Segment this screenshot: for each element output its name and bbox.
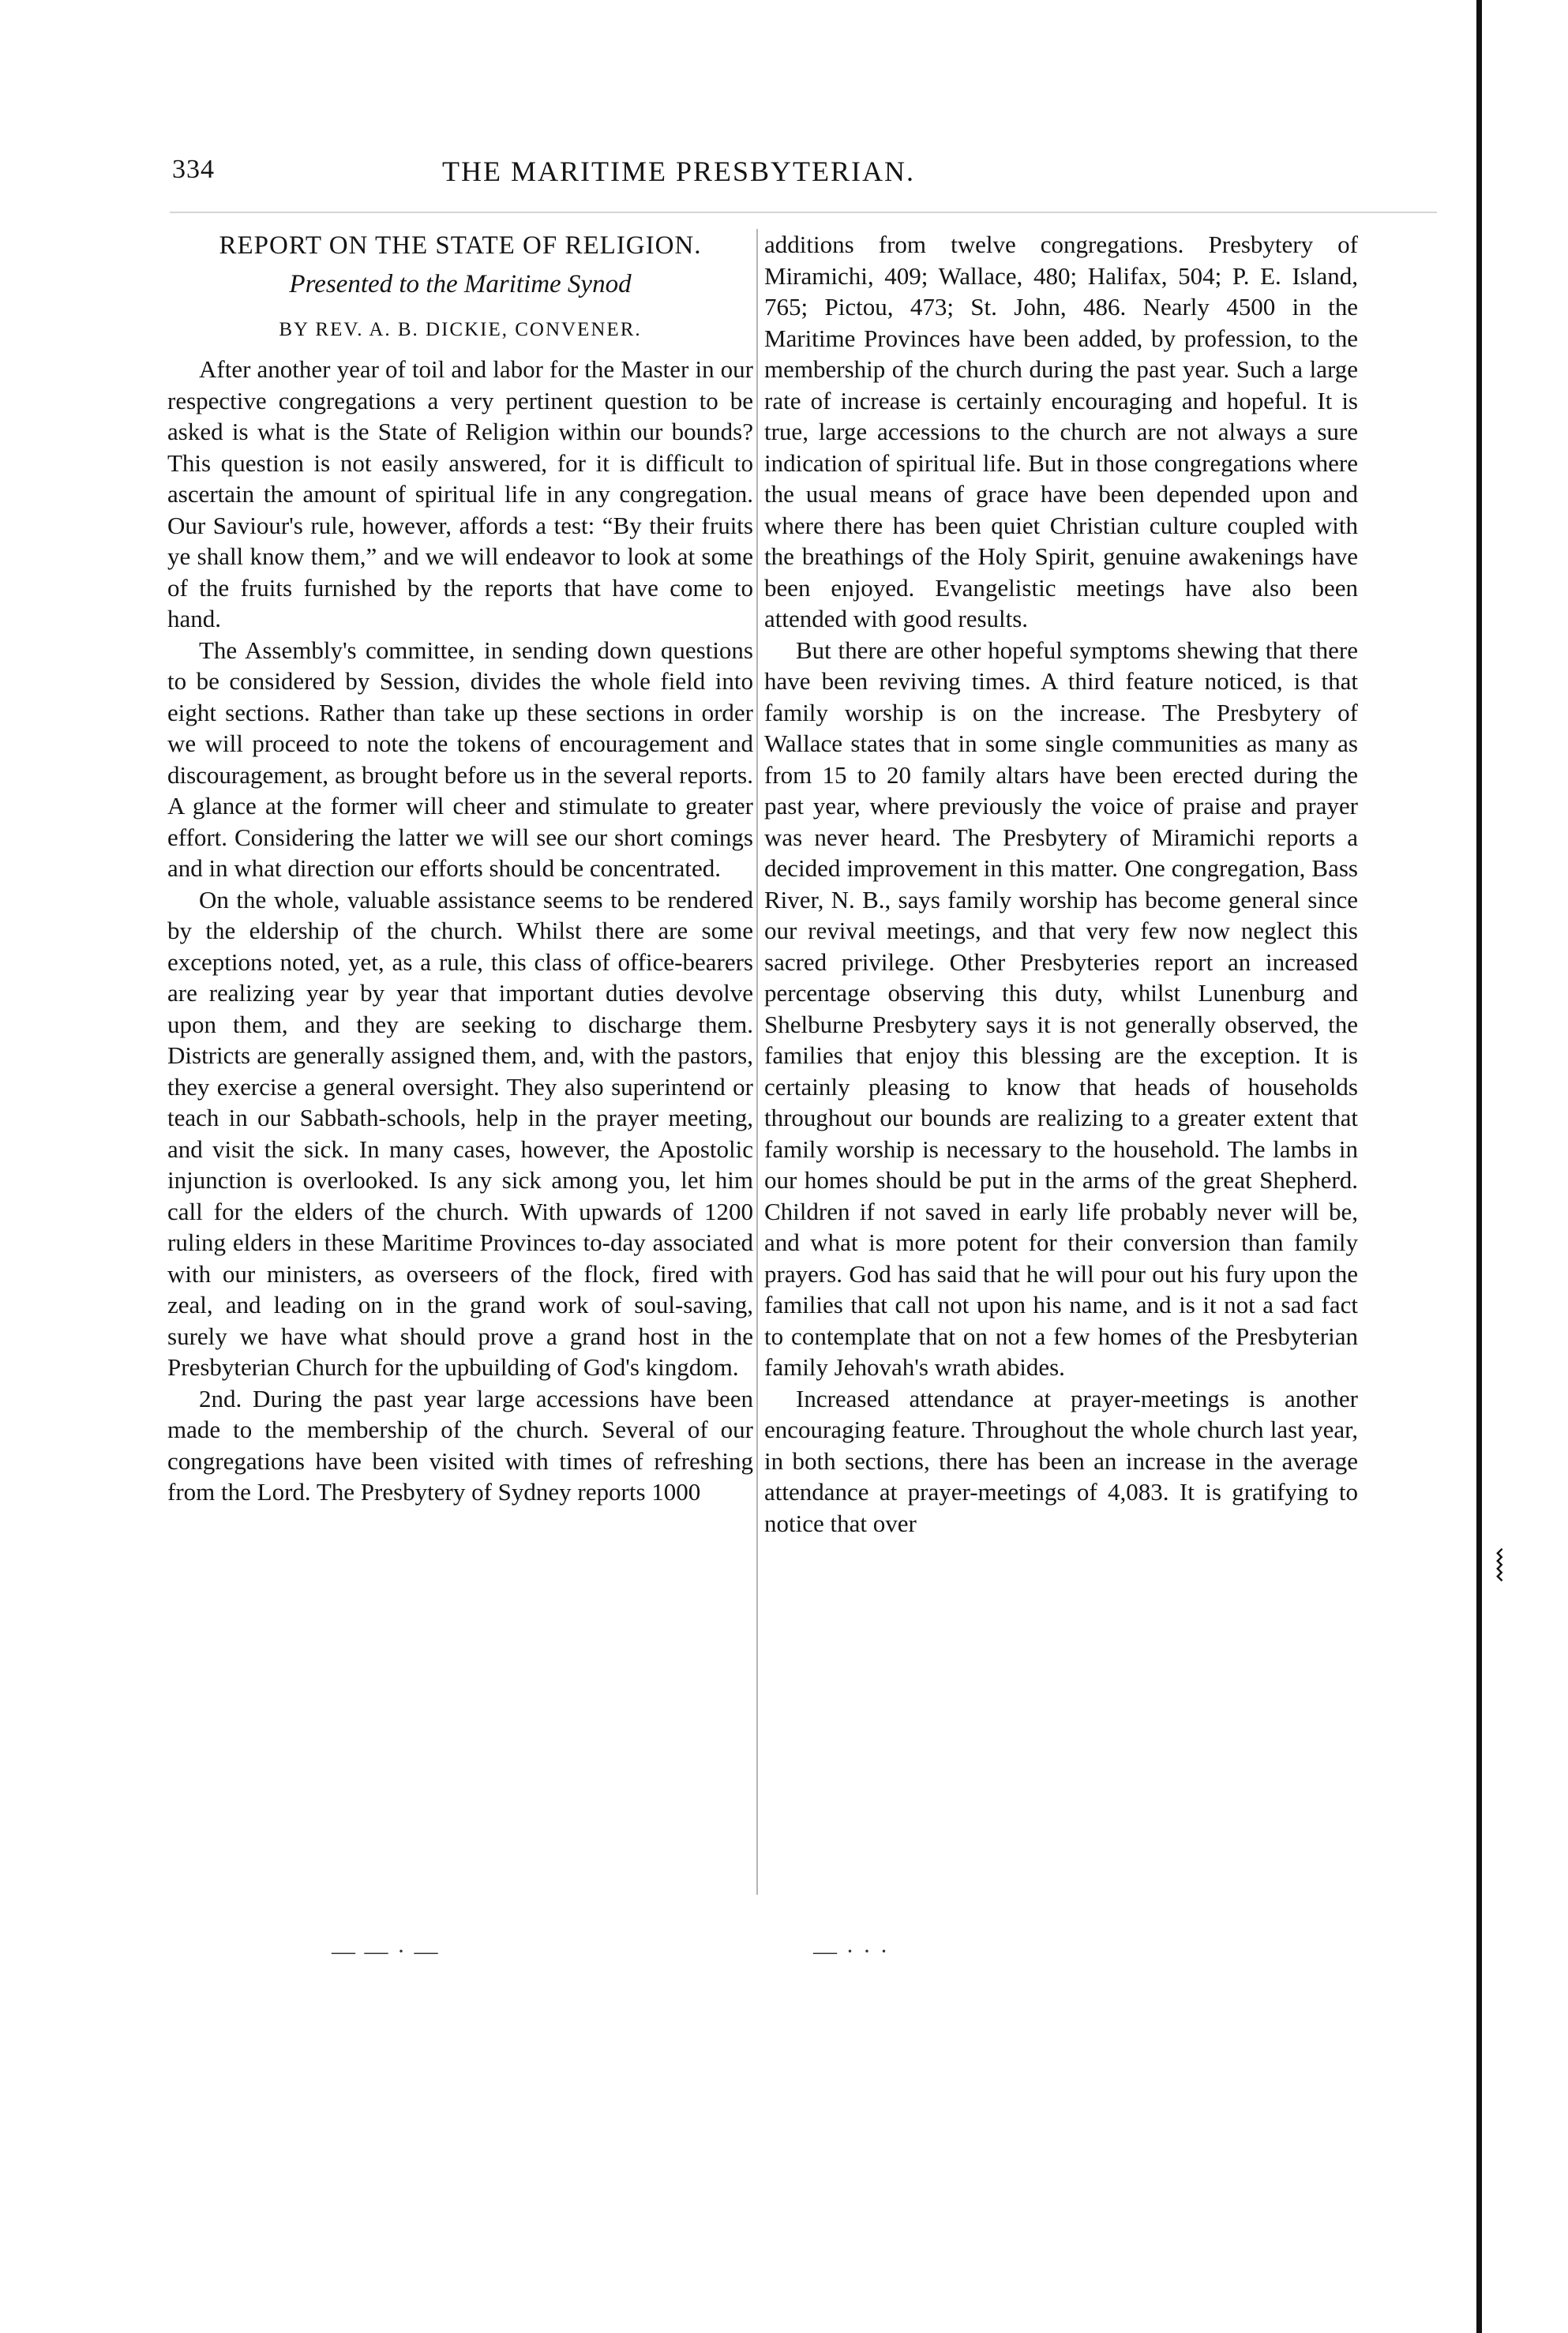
margin-ink-mark: ⧙ <box>1495 1539 1505 1591</box>
paragraph: But there are other hopeful symptoms shewing that there have been reviving times. A third feature noticed, is that family worship is on the increase. The Presbytery of Wallace states that in some single communities as many as from 15 to 20 family altars have been erected during the past year, where previously the voice of praise and prayer was never heard. The Presbytery of Miramichi reports a decided improvement in this matter. One congregation, Bass River, N. B., says family worship has become general since our revival meetings, and that very few now neglect this sacred privilege. Other Presbyteries report an increased percentage observing this duty, whilst Lunenburg and Shelburne Presbytery says it is not generally observed, the families that enjoy this blessing are the exception. It is certainly pleasing to know that heads of households throughout our bounds are realizing to a greater extent that family worship is necessary to the household. The lambs in our homes should be put in the arms of the great Shepherd. Children if not saved in early life probably never will be, and what is more potent for their conversion than family prayers. God has said that he will pour out his fury upon the families that call not upon his name, and is it not a sad fact to contemplate that on not a few homes of the Presbyterian family Jehovah's wrath abides. <box>764 636 1358 1381</box>
paragraph: 2nd. During the past year large accessions have been made to the membership of the church. Several of our congregations have been visited with times of refreshing from the Lord. The Presbytery of Sydney reports 1000 <box>167 1384 753 1506</box>
paragraph: The Assembly's committee, in sending down questions to be considered by Session, divides the whole field into eight sections. Rather than take up these sections in order we will proceed to note the tokens of encouragement and discouragement, as brought before us in the several reports. A glance at the former will cheer and stimulate to greater effort. Considering the latter we will see our short comings and in what direction our efforts should be concentrated. <box>167 636 753 882</box>
footer-ornament: — · · · <box>813 1938 890 1964</box>
page-edge-rule <box>1476 0 1482 2333</box>
column-divider <box>756 229 758 1895</box>
paragraph: After another year of toil and labor for the Master in our respective congregations a very pertinent question to be asked is what is the State of Religion within our bounds? This question is not easily answered, for it is difficult to ascertain the amount of spiritual life in any congregation. Our Saviour's rule, however, affords a test: “By their fruits ye shall know them,” and we will endeavor to look at some of the fruits furnished by the reports that have come to hand. <box>167 355 753 632</box>
paragraph: On the whole, valuable assistance seems to be rendered by the eldership of the church. Whilst there are some exceptions noted, yet, as a rule, this class of office-bearers are realizing year by year that important duties devolve upon them, and they are seeking to discharge them. Districts are generally assigned them, and, with the pastors, they exercise a general oversight. They also superintend or teach in our Sabbath-schools, help in the prayer meeting, and visit the sick. In many cases, however, the Apostolic injunction is overlooked. Is any sick among you, let him call for the elders of the church. With upwards of 1200 ruling elders in these Maritime Provinces to-day associated with our ministers, as overseers of the flock, fired with zeal, and leading on in the grand work of soul-saving, surely we have what should prove a grand host in the Presbyterian Church for the upbuilding of God's kingdom. <box>167 885 753 1381</box>
article-subtitle: Presented to the Maritime Synod <box>289 270 632 298</box>
paragraph: Increased attendance at prayer-meetings is another encouraging feature. Throughout the whole church last year, in both sections, there has been an increase in the average attendance at prayer-meetings of 4,083. It is gratifying to notice that over <box>764 1384 1358 1537</box>
left-column <box>167 229 753 1508</box>
paragraph: additions from twelve congregations. Presbytery of Miramichi, 409; Wallace, 480; Halifax, 504; P. E. Island, 765; Pictou, 473; St. John, 486. Nearly 4500 in the Maritime Provinces have been added, by profession, to the membership of the church during the past year. Such a large rate of increase is certainly encouraging and hopeful. It is true, large accessions to the church are not always a sure indication of spiritual life. But in those congregations where the usual means of grace have been depended upon and where there has been quiet Christian culture coupled with the breathings of the Holy Spirit, genuine awakenings have been enjoyed. Evangelistic meetings have also been attended with good results. <box>764 231 1358 632</box>
running-head: THE MARITIME PRESBYTERIAN. <box>442 156 915 187</box>
page-number: 334 <box>172 155 215 184</box>
footer-ornament: — — · — <box>332 1938 440 1964</box>
article-title: REPORT ON THE STATE OF RELIGION. <box>219 231 702 260</box>
article-byline: BY REV. A. B. DICKIE, CONVENER. <box>279 319 642 340</box>
header-rule <box>170 212 1437 213</box>
right-column <box>764 229 1358 1539</box>
